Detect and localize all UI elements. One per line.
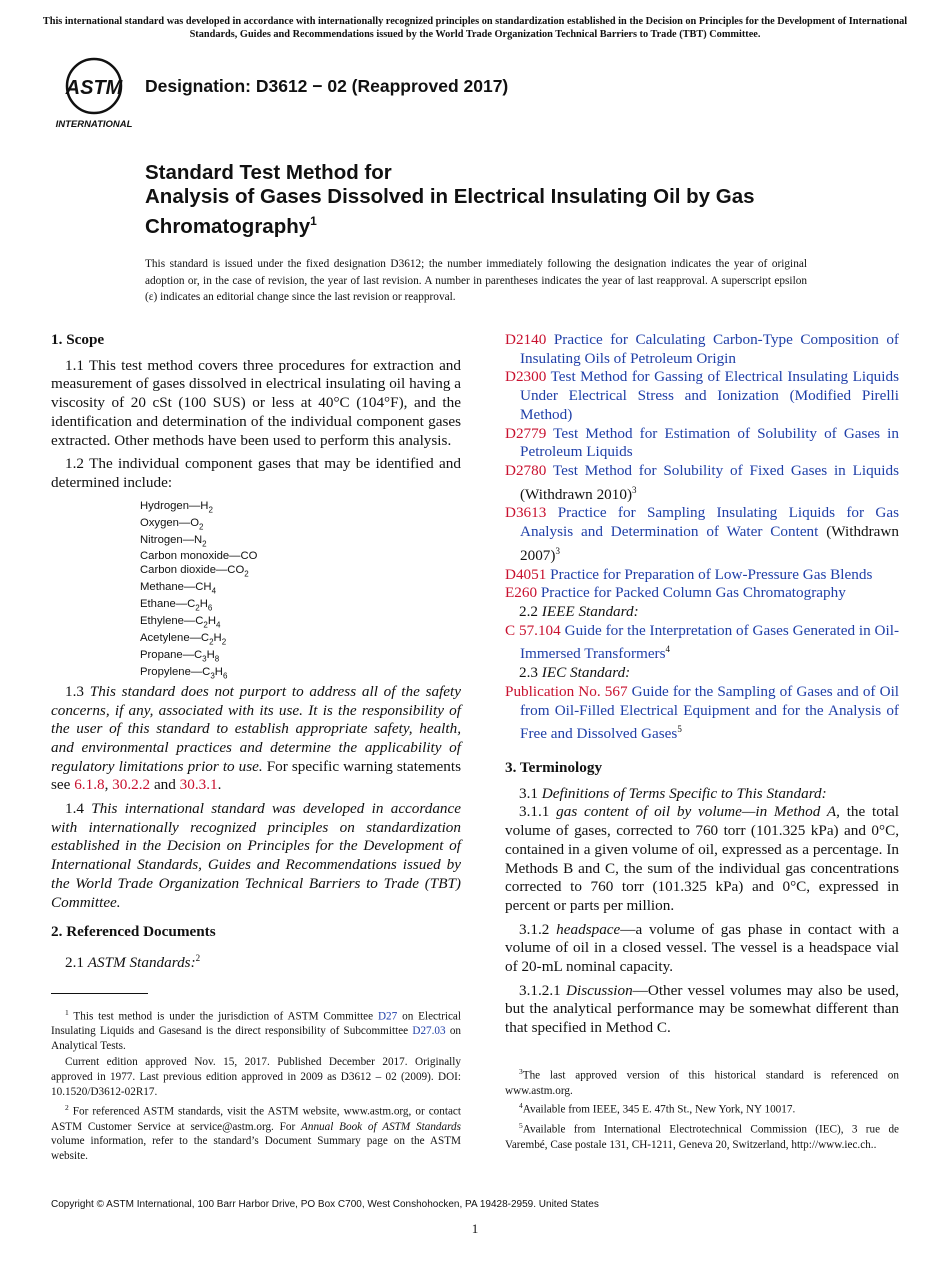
footnote-1: $^1$ This test method is under the jurisdiction of ASTM Committee D27 on Electrical Insulating Liquids and Gasesand is the direct responsibility of Subcommittee D27.03 on Analytical Tests. — [51, 1007, 462, 1053]
gas-list — [140, 500, 461, 683]
astm-reference-item[interactable]: E260 Practice for Packed Column Gas Chromatography — [505, 584, 846, 602]
footnote-edition: Current edition approved Nov. 15, 2017. Published December 2017. Originally approved in 1977. Last previous edition approved in 2009 as D3612 – 02 (2009). DOI: 10.1520/D3612-02R17. — [51, 1056, 461, 1099]
footnote-3: $^3$The last approved version of this historical standard is referenced on www.astm.org. — [505, 1066, 899, 1097]
section-heading-scope: 1. Scope — [51, 331, 105, 348]
astm-reference-item[interactable]: D2140 Practice for Calculating Carbon-Type Composition of Insulating Oils of Petroleum Origin — [505, 331, 899, 367]
section-heading-referenced: 2. Referenced Documents — [51, 923, 216, 941]
gas-list-item: $Methane—CH_4$ — [140, 581, 217, 596]
gas-list-item: Carbon monoxide—CO — [140, 550, 258, 563]
right-column — [505, 331, 899, 1154]
astm-reference-item[interactable]: D4051 Practice for Preparation of Low-Pressure Gas Blends — [505, 565, 873, 583]
astm-reference-item[interactable]: D2300 Test Method for Gassing of Electrical Insulating Liquids Under Electrical Stress and Ionization (Modified Pirelli Method) — [505, 368, 899, 423]
gas-list-item: $Propane—C_3H_8$ — [140, 648, 220, 664]
para-1-2: 1.2 The individual component gases that may be identified and determined include: — [51, 455, 461, 491]
gas-list-item: $Ethylene—C_2H_4$ — [140, 615, 221, 630]
section-heading-terminology: 3. Terminology — [505, 759, 603, 777]
astm-reference-item[interactable]: D2779 Test Method for Estimation of Solubility of Gases in Petroleum Liquids — [505, 424, 899, 461]
document-title — [145, 161, 865, 239]
para-3-1-1: 3.1.1 gas content of oil by volume—in Method A, the total volume of gases, corrected to 760 torr (101.325 kPa) and 0°C, contained in a given volume of oil, expressed as a percentage. In Methods B and C, the sum of the individual gas concentrations corrected to 760 torr (101.325 kPa) and 0°C, expressed in percent or parts per million. — [505, 803, 900, 914]
ieee-heading: 2.2 IEEE Standard: — [519, 602, 639, 620]
para-2-1: 2.1 ASTM Standards:$^2$ — [65, 953, 201, 972]
gas-list-item: $Ethane—C_2H_6$ — [140, 598, 213, 613]
right-footnotes — [505, 1065, 899, 1153]
gas-list-item: $Propylene—C_3H_6$ — [140, 665, 228, 681]
iec-reference[interactable]: Publication No. 567 Guide for the Sampling of Gases and of Oil from Oil-Filled Electrical Equipment and for the Analysis of Free and Dissolved Gases$^5$ — [505, 682, 900, 743]
link-30-3-1[interactable]: 30.3.1 — [179, 776, 218, 794]
top-notice: This international standard was developed in accordance with internationally recognized principles on standardization established in the Decision on Principles for the Development of International Standards, Guides and Recommendations issued by the World Trade Organization Technical Barriers to Trade (TBT) Committee. — [42, 16, 908, 40]
para-1-3: 1.3 This standard does not purport to address all of the safety concerns, if any, associated with its use. It is the responsibility of the user of this standard to establish appropriate safety, health, and environmental practices and determine the applicability of regulatory limitations prior to use. For specific warning statements see 6.1.8, 30.2.2 and 30.3.1. — [51, 682, 461, 794]
para-1-4: 1.4 This international standard was developed in accordance with internationally recognized principles on standardization established in the Decision on Principles for the Development of International Standards, Guides and Recommendations issued by the World Trade Organization Technical Barriers to Trade (TBT) Committee. — [51, 800, 462, 911]
astm-reference-item[interactable]: D2780 Test Method for Solubility of Fixed Gases in Liquids (Withdrawn 2010)$^3$ — [505, 461, 899, 503]
footnote-divider — [51, 993, 148, 994]
astm-reference-item[interactable]: D3613 Practice for Sampling Insulating Liquids for Gas Analysis and Determination of Water Content (Withdrawn 2007)$^3$ — [505, 504, 899, 564]
gas-list-item: $Oxygen—O_2$ — [140, 516, 204, 531]
iec-heading: 2.3 IEC Standard: — [519, 664, 631, 682]
page-number: 1 — [471, 1221, 479, 1236]
title-line-2: Analysis of Gases Dissolved in Electrical Insulating Oil by Gas Chromatography$^1$ — [145, 185, 755, 238]
copyright-footer: Copyright © ASTM International, 100 Barr Harbor Drive, PO Box C700, West Conshohocken, PA 19428-2959. United States — [51, 1199, 599, 1210]
logo-brand: ASTM — [65, 77, 123, 99]
ieee-reference[interactable]: C 57.104 Guide for the Interpretation of Gases Generated in Oil-Immersed Transformers$^4$ — [505, 621, 900, 663]
para-3-1-2-1: 3.1.2.1 Discussion—Other vessel volumes may also be used, but the analytical performance may be somewhat different than that specified in Method C. — [505, 981, 899, 1037]
gas-list-item: Carbon $dioxide—CO_2$ — [140, 564, 249, 579]
para-3-1: 3.1 Definitions of Terms Specific to This Standard: — [519, 784, 827, 802]
issuance-statement: This standard is issued under the fixed designation D3612; the number immediately following the designation indicates the year of original adoption or, in the case of revision, the year of last revision. A number in parentheses indicates the year of last reapproval. A superscript epsilon (ε) indicates an editorial change since the last revision or reapproval. — [145, 258, 807, 303]
gas-list-item: $Acetylene—C_2H_2$ — [140, 632, 227, 647]
title-footnote-mark: 1 — [310, 214, 317, 228]
link-d27-03[interactable]: D27.03 — [412, 1025, 446, 1038]
para-1-1: 1.1 This test method covers three procedures for extraction and measurement of gases dissolved in electrical insulating oil having a viscosity of 20 cSt (100 SUS) or less at 40°C (104°F), and the identification and determination of the individual component gases extracted. Other methods have been used to perform this analysis. — [51, 356, 461, 449]
link-30-2-2[interactable]: 30.2.2 — [112, 776, 151, 794]
astm-logo — [53, 56, 135, 132]
astm-reference-list — [505, 331, 899, 603]
left-column — [51, 331, 461, 1165]
title-line-1: Standard Test Method for — [145, 161, 392, 184]
footnote-2: $^2$ For referenced ASTM standards, visit the ASTM website, www.astm.org, or contact ASTM Customer Service at service@astm.org. For Annual Book of ASTM Standards volume information, refer to the standard’s Document Summary page on the ASTM website. — [51, 1102, 461, 1163]
link-d27[interactable]: D27 — [377, 1010, 398, 1023]
gas-list-item: $Nitrogen—N_2$ — [140, 533, 207, 548]
footnote-4: $^4$Available from IEEE, 345 E. 47th St., New York, NY 10017. — [519, 1101, 796, 1117]
footnote-5: $^5$Available from International Electrotechnical Commission (IEC), 3 rue de Varembé, Case postale 131, CH-1211, Geneva 20, Switzerland, http://www.iec.ch.. — [505, 1121, 899, 1151]
link-6-1-8[interactable]: 6.1.8 — [74, 776, 105, 794]
gas-list-item: $Hydrogen—H_2$ — [140, 499, 213, 514]
para-3-1-2: 3.1.2 headspace—a volume of gas phase in contact with a volume of oil in a closed vessel. The vessel is a headspace vial of 20-mL nominal capacity. — [505, 920, 899, 976]
logo-sub: INTERNATIONAL — [55, 119, 133, 130]
designation: Designation: D3612 − 02 (Reapproved 2017) — [145, 76, 509, 96]
